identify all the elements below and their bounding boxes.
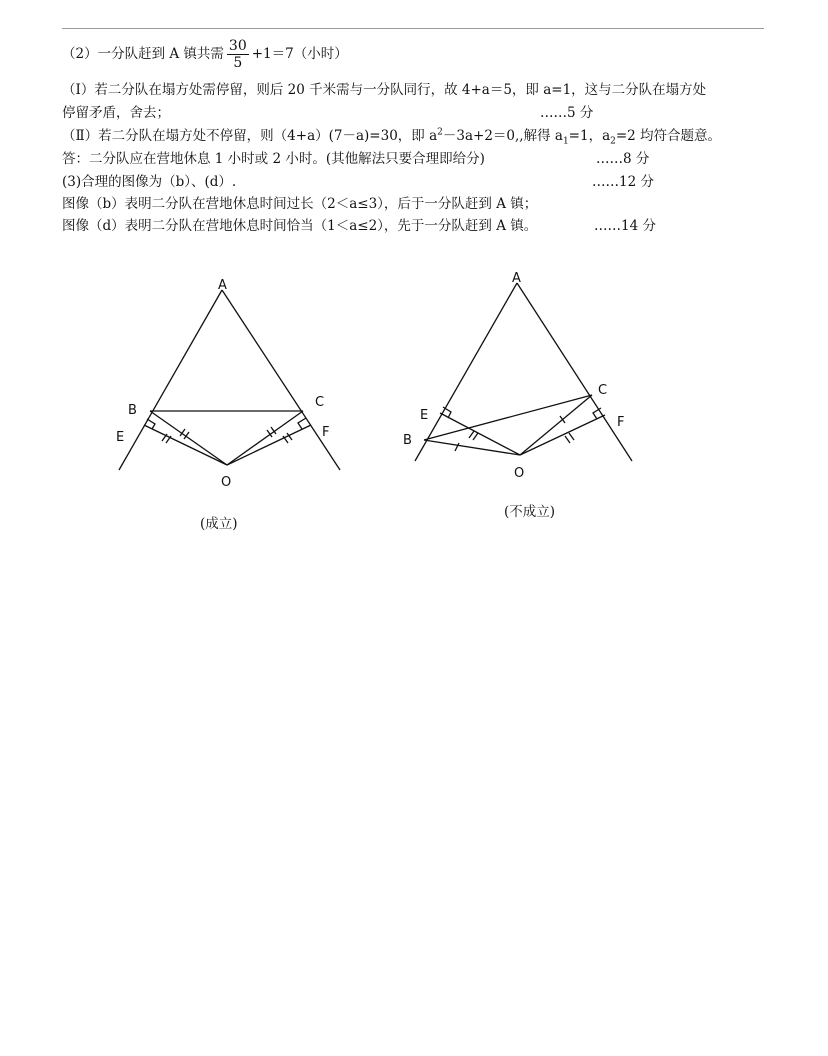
case1-line1: （Ⅰ）若二分队在塌方处需停留，则后 20 千米需与一分队同行，故 4+a＝5，即 a=1，这与二分队在塌方处: [62, 82, 707, 98]
right-line-ab: [415, 283, 517, 461]
right-label-b: B: [403, 433, 412, 448]
answer-line: 答：二分队应在营地休息 1 小时或 2 小时。(其他解法只要合理即给分): [62, 151, 485, 167]
right-label-c: C: [598, 383, 608, 398]
fraction-denominator: 5: [233, 55, 243, 71]
left-segment-fo: [227, 425, 311, 465]
case2-text-d: =2 均符合题意。: [615, 128, 722, 144]
part2-suffix: +1＝7（小时）: [251, 46, 348, 62]
left-label-f: F: [322, 425, 330, 440]
case1-score: ……5 分: [540, 105, 594, 121]
graph-d-score: ……14 分: [594, 218, 656, 234]
right-tick-co: [560, 416, 565, 423]
right-tick-bo: [455, 443, 459, 451]
case2-text-b: －3a+2＝0,,解得 a: [442, 128, 563, 144]
right-segment-fo: [520, 415, 605, 455]
left-label-b: B: [128, 403, 137, 418]
left-figure-caption: (成立): [200, 516, 238, 532]
right-line-ac: [517, 283, 632, 461]
case1-line2: 停留矛盾，舍去；: [62, 105, 170, 121]
right-label-a: A: [512, 271, 521, 286]
right-figure-caption: (不成立): [504, 504, 556, 520]
graph-b-line: 图像（b）表明二分队在营地休息时间过长（2＜a≤3），后于一分队赶到 A 镇；: [62, 196, 538, 212]
right-label-f: F: [617, 415, 625, 430]
answer-score: ……8 分: [596, 151, 650, 167]
right-tick-eo-2: [473, 433, 478, 440]
left-label-o: O: [221, 475, 232, 490]
part3-score: ……12 分: [592, 174, 654, 190]
left-figure: [119, 290, 340, 470]
case2-superscript: 2: [437, 127, 443, 138]
left-line-ab: [119, 290, 222, 470]
left-label-c: C: [315, 395, 325, 410]
right-tick-eo-1: [469, 431, 474, 438]
fraction-numerator: 30: [228, 38, 247, 54]
case2-subscript-2: 2: [610, 136, 616, 147]
left-line-ac: [222, 290, 340, 470]
part3-line: (3)合理的图像为（b）、(d）.: [62, 174, 237, 190]
left-segment-co: [227, 411, 303, 465]
right-tick-fo-1: [565, 436, 570, 443]
left-segment-eo: [144, 425, 227, 465]
case2-subscript-1: 1: [562, 136, 569, 147]
right-tick-fo-2: [569, 433, 574, 440]
left-segment-bo: [150, 411, 227, 465]
right-label-o: O: [514, 466, 525, 481]
left-label-a: A: [218, 278, 227, 293]
left-label-e: E: [116, 430, 125, 445]
right-figure: [415, 283, 632, 461]
part2-prefix: （2）一分队赶到 A 镇共需: [62, 46, 224, 62]
case2-text-c: =1，a: [568, 128, 611, 144]
graph-d-line: 图像（d）表明二分队在营地休息时间恰当（1＜a≤2），先于一分队赶到 A 镇。: [62, 218, 538, 234]
right-label-e: E: [420, 408, 429, 423]
case2-text-a: （Ⅱ）若二分队在塌方处不停留，则（4+a）(7－a)=30，即 a: [62, 128, 438, 144]
